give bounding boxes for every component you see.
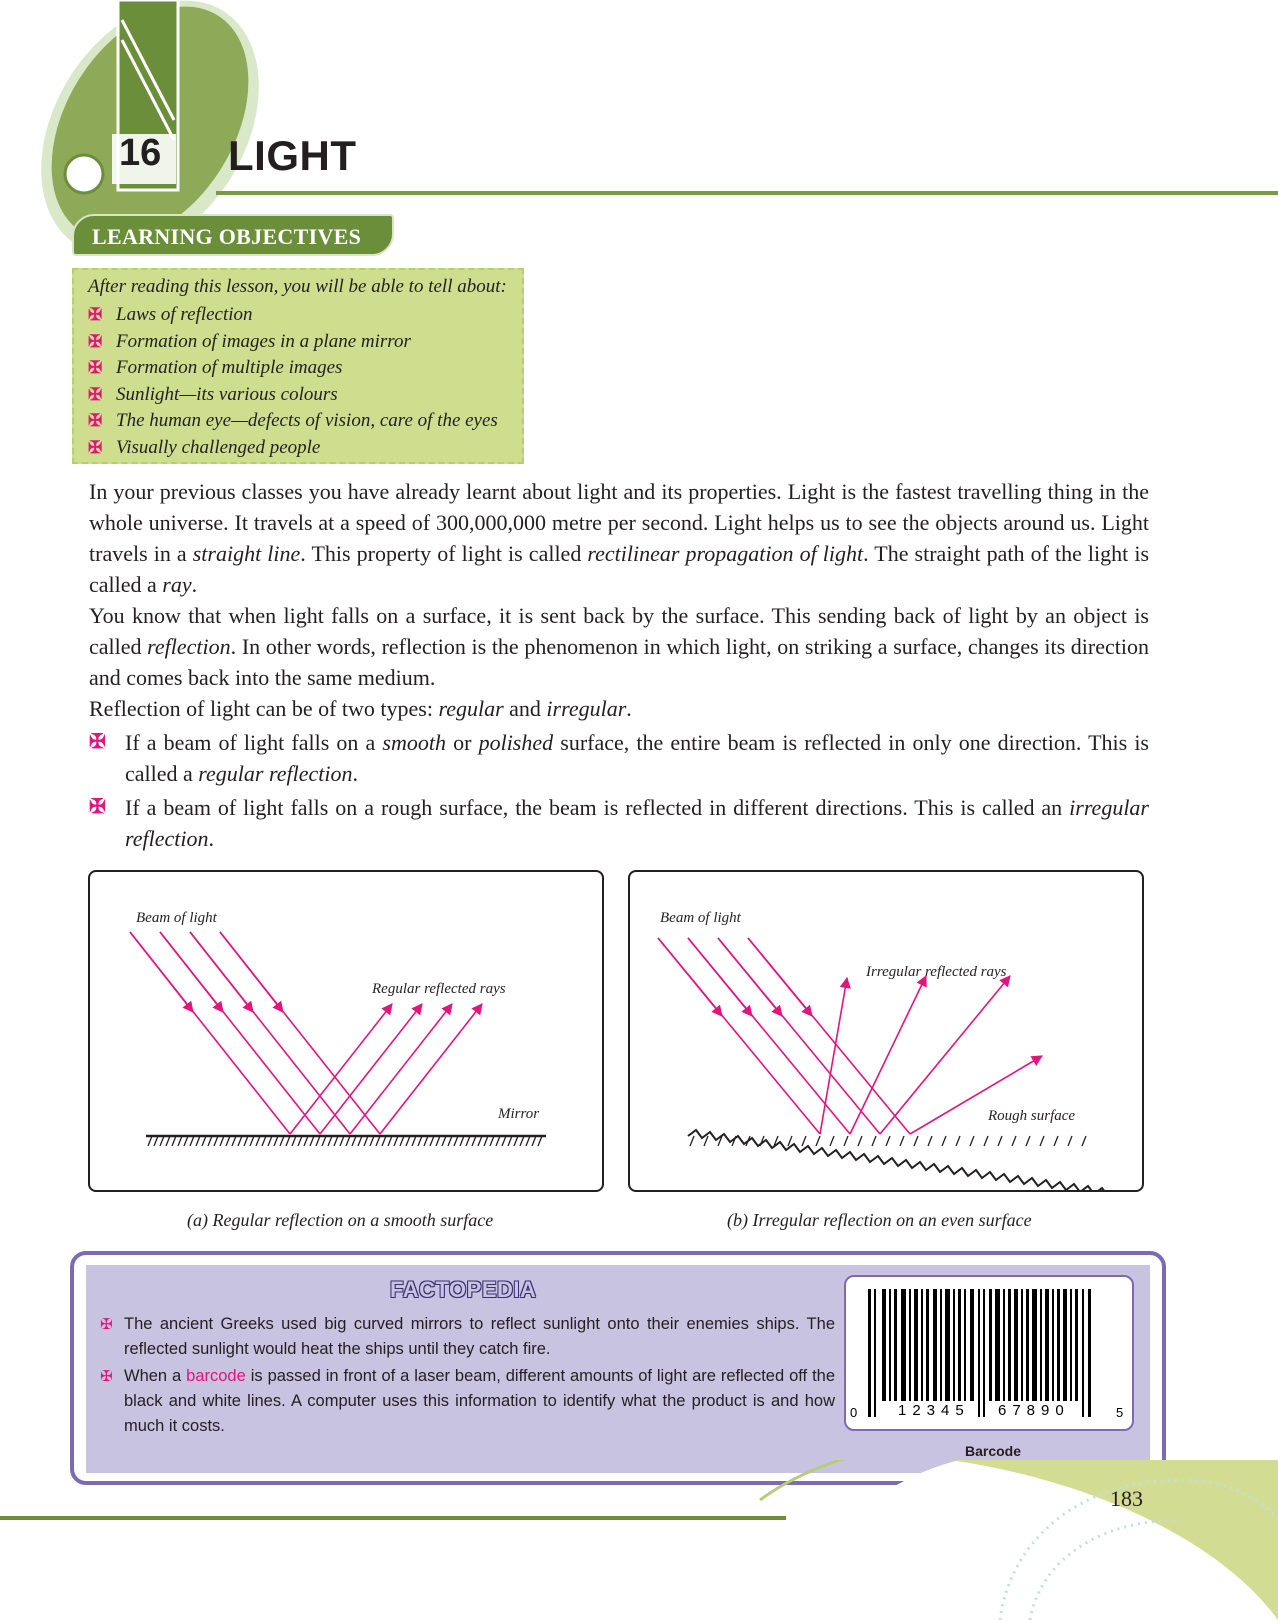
factopedia-items xyxy=(100,1312,835,1441)
objective-item: ✠ Laws of reflection xyxy=(88,302,510,329)
beam-label: Beam of light xyxy=(660,910,741,926)
reflected-rays-label: Irregular reflected rays xyxy=(866,964,1007,980)
barcode-highlight: barcode xyxy=(186,1367,246,1385)
barcode-image xyxy=(844,1275,1134,1431)
mirror-label: Mirror xyxy=(498,1106,540,1122)
factopedia-title: FACTOPEDIA xyxy=(390,1277,537,1302)
figure-a-caption: (a) Regular reflection on a smooth surface xyxy=(187,1210,494,1230)
figure-irregular-reflection xyxy=(628,870,1144,1192)
barcode-left-digit: 0 xyxy=(850,1405,858,1420)
figure-regular-reflection xyxy=(88,870,604,1192)
cross-bullet-icon: ✠ xyxy=(88,384,103,404)
body-text xyxy=(89,476,1149,854)
barcode-label: Barcode xyxy=(965,1443,1022,1459)
paragraph-1: In your previous classes you have already learnt about light and its properties. Light is the fastest travelling thing in the whole universe. It travels at a speed of 300,000,000 metre per second. Light helps us to see the objects around us. Light travels in a straight line. This property of light is called rectilinear propagation of light. The straight path of the light is called a ray. xyxy=(89,479,1150,597)
cross-bullet-icon: ✠ xyxy=(88,331,103,351)
learning-objectives-box xyxy=(72,268,524,464)
title-rule xyxy=(216,191,1278,195)
objective-item: ✠ Formation of images in a plane mirror xyxy=(88,329,510,356)
cross-bullet-icon: ✠ xyxy=(100,1368,113,1385)
page-footer-decoration xyxy=(0,1460,1278,1620)
objective-item: ✠ The human eye—defects of vision, care of the eyes xyxy=(88,408,510,435)
cross-bullet-icon: ✠ xyxy=(88,358,103,377)
cross-bullet-icon: ✠ xyxy=(88,411,103,430)
factopedia-item: ✠ When a barcode is passed in front of a laser beam, different amounts of light are reflected off the black and white lines. A computer uses this information to identify what the product is and how much it costs. xyxy=(100,1364,835,1439)
barcode-right-digit: 5 xyxy=(1116,1405,1124,1420)
cross-bullet-icon: ✠ xyxy=(89,796,106,818)
cross-bullet-icon: ✠ xyxy=(88,305,103,324)
page-number: 183 xyxy=(1110,1486,1143,1511)
cross-bullet-icon: ✠ xyxy=(89,731,106,753)
cross-bullet-icon: ✠ xyxy=(100,1316,113,1333)
objective-item: ✠ Sunlight—its various colours xyxy=(88,382,510,409)
chapter-number: 16 xyxy=(119,132,162,174)
paragraph-3: Reflection of light can be of two types: regular and irregular. xyxy=(89,696,632,721)
objectives-intro: After reading this lesson, you will be able to tell about: xyxy=(88,276,507,297)
chapter-title: LIGHT xyxy=(228,132,357,179)
objective-item: ✠ Visually challenged people xyxy=(88,435,510,462)
bullet-regular-reflection: ✠ If a beam of light falls on a smooth or polished surface, the entire beam is reflected in only one direction. This is called a regular reflection. xyxy=(89,727,1149,789)
paragraph-2: You know that when light falls on a surface, it is sent back by the surface. This sending back of light by an object is called reflection. In other words, reflection is the phenomenon in which light, on striking a surface, changes its direction and comes back into the same medium. xyxy=(89,603,1149,690)
bullet-irregular-reflection: ✠ If a beam of light falls on a rough surface, the beam is reflected in different directions. This is called an irregular reflection. xyxy=(89,792,1149,854)
factopedia-item: ✠ The ancient Greeks used big curved mirrors to reflect sunlight onto their enemies ships. The reflected sunlight would heat the ships until they catch fire. xyxy=(100,1312,835,1362)
reflected-rays-label: Regular reflected rays xyxy=(372,981,506,997)
learning-objectives-badge: LEARNING OBJECTIVES xyxy=(72,214,394,256)
barcode-icon xyxy=(846,1277,1132,1429)
cross-bullet-icon: ✠ xyxy=(88,437,103,457)
barcode-group-1: 12345 xyxy=(898,1402,970,1419)
objectives-list xyxy=(88,302,510,461)
beam-label: Beam of light xyxy=(136,910,217,926)
barcode-group-2: 67890 xyxy=(998,1402,1070,1419)
objective-item: ✠ Formation of multiple images xyxy=(88,355,510,382)
rough-surface-label: Rough surface xyxy=(988,1108,1076,1124)
figure-b-caption: (b) Irregular reflection on an even surface xyxy=(727,1210,1032,1230)
